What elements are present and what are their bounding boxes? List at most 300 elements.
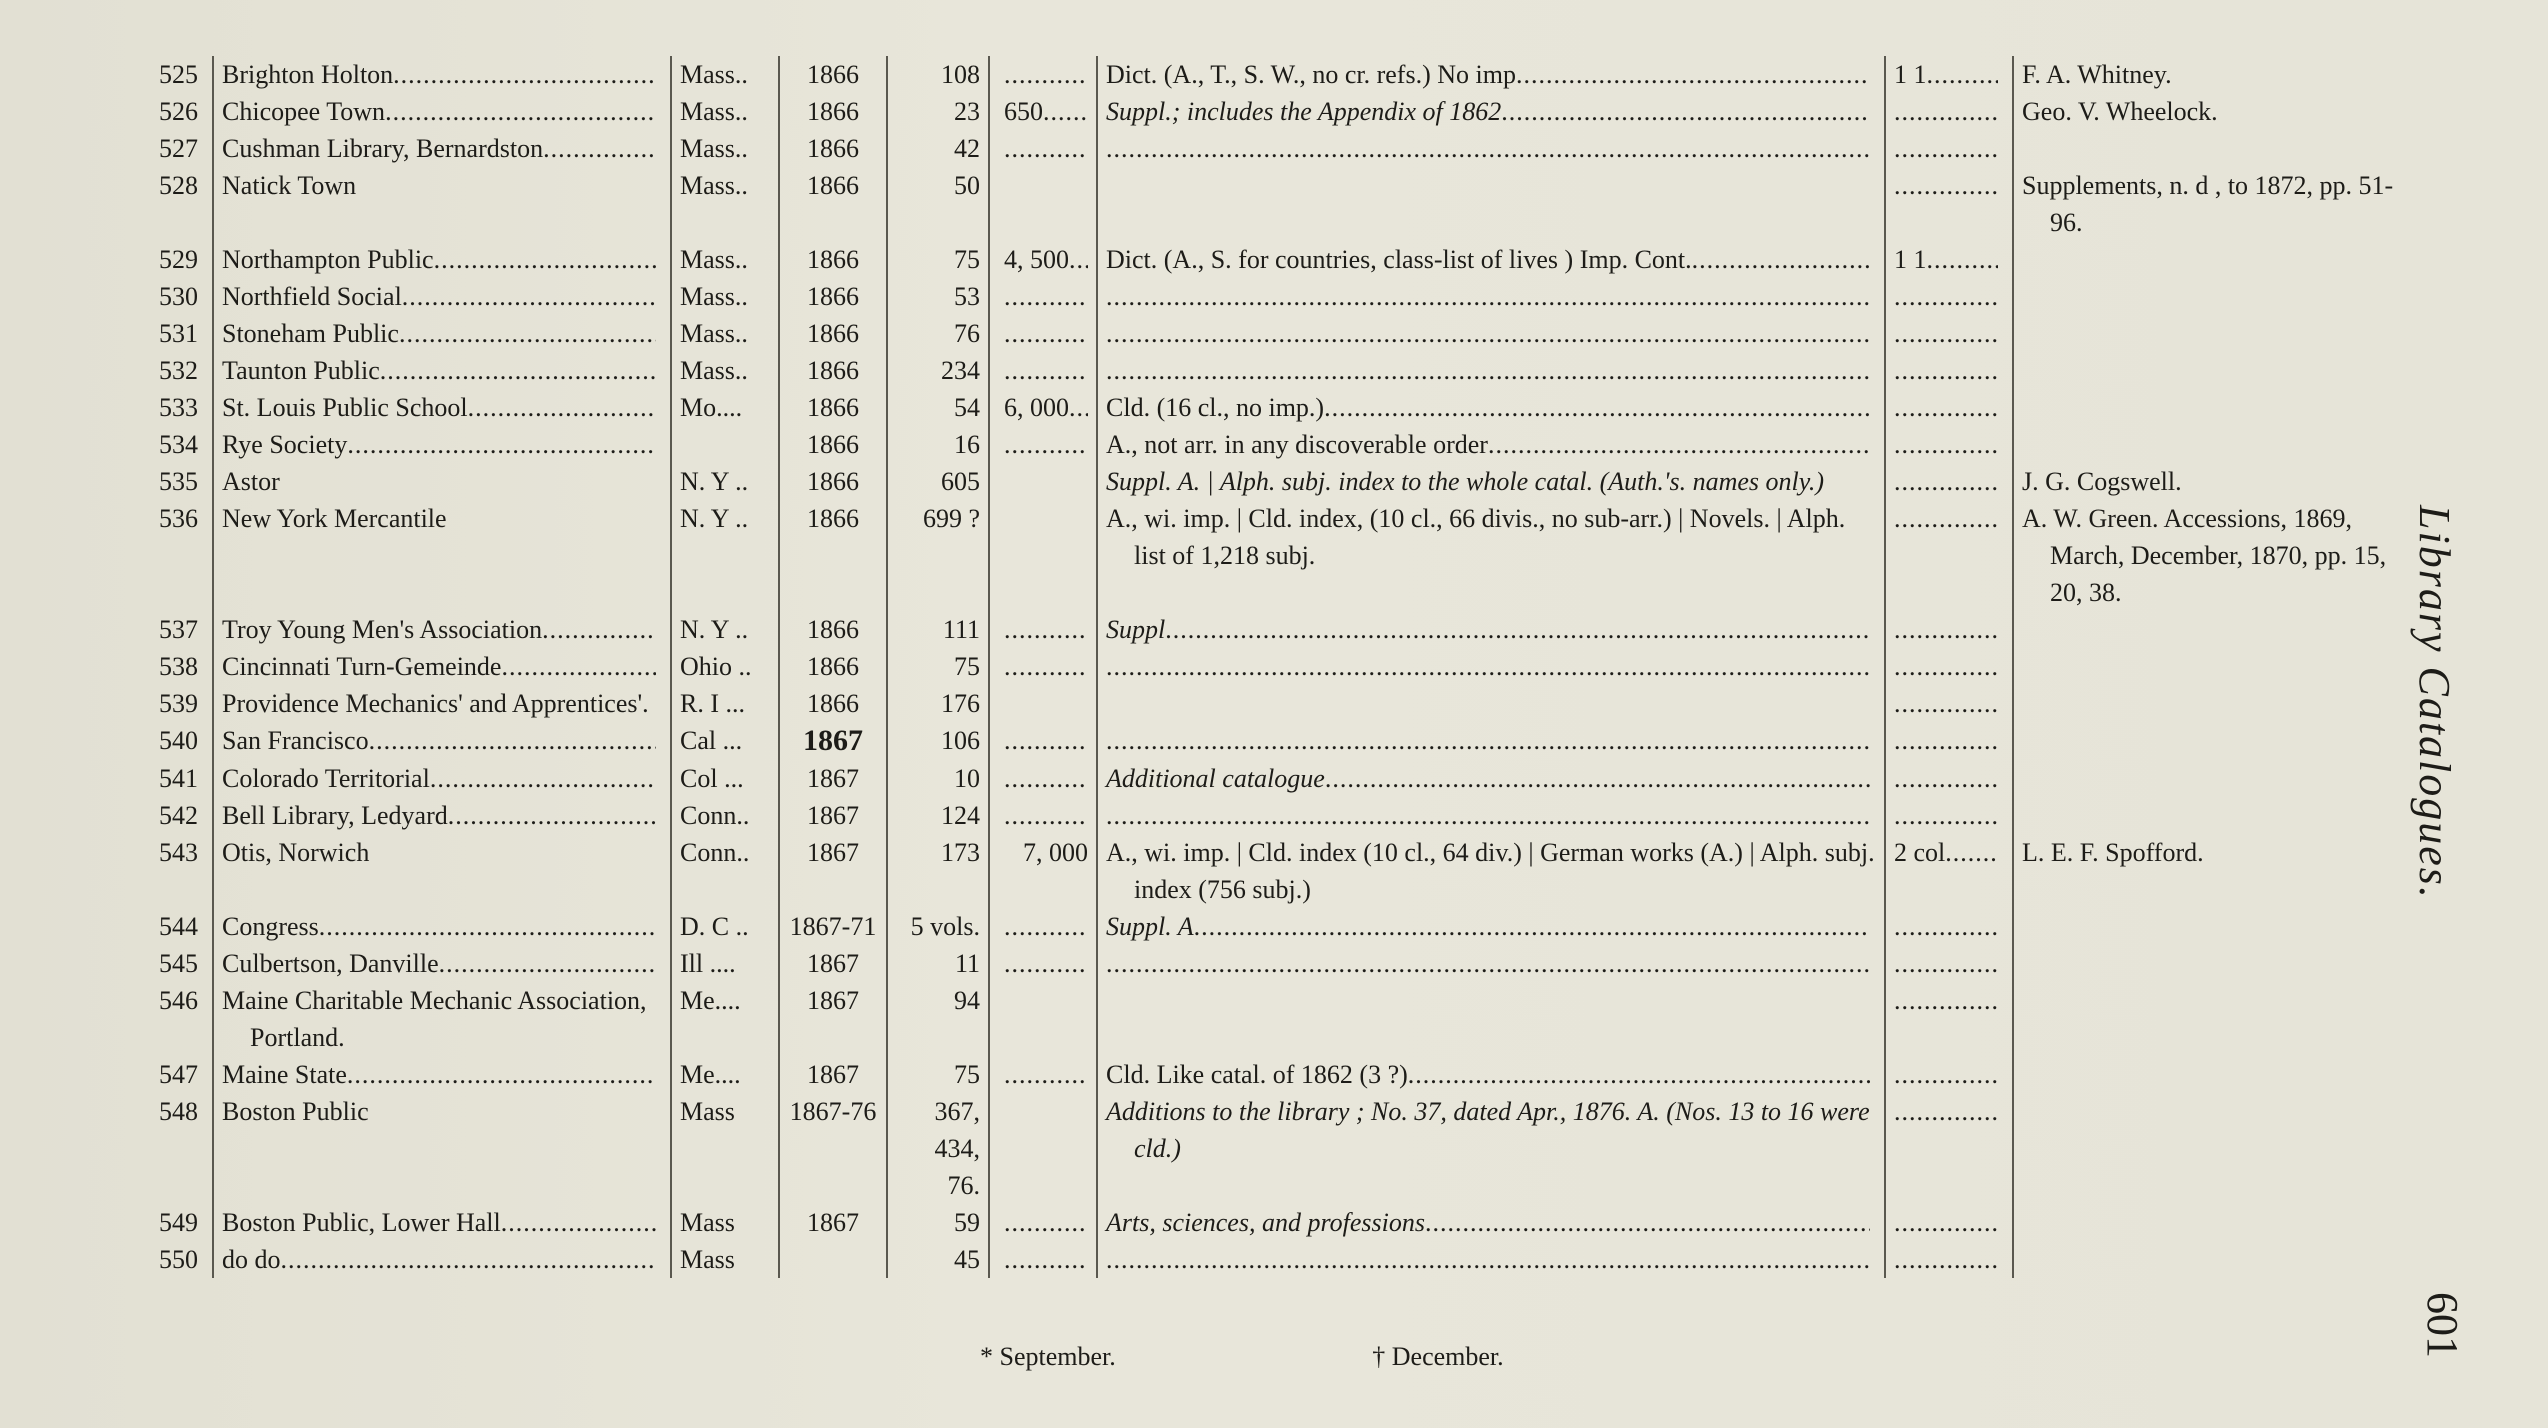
- library-name-text: Congress: [222, 912, 319, 941]
- cell-pages: [887, 611, 989, 648]
- leader-dots: [1004, 945, 1088, 982]
- cell-size: [1885, 130, 2013, 167]
- cell-size: [1885, 982, 2013, 1056]
- cell-description: [1097, 1204, 1885, 1241]
- leader-dots: [385, 93, 656, 130]
- cell-row-number: [130, 908, 213, 945]
- cell-row-number: [130, 797, 213, 834]
- compiler-notes-text: L. E. F. Spofford.: [2022, 838, 2204, 867]
- leader-dots: [1894, 760, 1998, 797]
- cell-row-number: [130, 1204, 213, 1241]
- leader-dots: [1692, 241, 1870, 278]
- cell-size: [1885, 463, 2013, 500]
- cell-pages: [887, 93, 989, 130]
- library-name-text: San Francisco: [222, 726, 369, 755]
- cell-year: [779, 56, 887, 93]
- cell-pages: [887, 648, 989, 685]
- cell-description: [1097, 945, 1885, 982]
- leader-dots: [1004, 426, 1088, 463]
- table-row: [130, 1241, 2430, 1278]
- table-row: [130, 1093, 2430, 1204]
- leader-dots: [1004, 130, 1088, 167]
- cell-size: [1885, 389, 2013, 426]
- year-text: 1867: [807, 838, 859, 867]
- table-row: [130, 722, 2430, 760]
- leader-dots: [1894, 685, 1998, 722]
- leader-dots: [1894, 315, 1998, 352]
- description-text: Suppl. A: [1106, 912, 1194, 941]
- description-text: Dict. (A., S. for countries, class-list of lives ) Imp. Cont.: [1106, 245, 1692, 274]
- cell-state: [671, 167, 779, 241]
- leader-dots: [1894, 945, 1998, 982]
- cell-year: [779, 167, 887, 241]
- cell-state: [671, 611, 779, 648]
- cell-library-name: [213, 648, 671, 685]
- leader-dots: [1069, 241, 1088, 278]
- row-number-text: 546: [159, 986, 198, 1015]
- state-text: Mo....: [680, 393, 743, 422]
- cell-library-name: [213, 1241, 671, 1278]
- cell-compiler-notes: [2013, 685, 2430, 722]
- library-name-text: do do: [222, 1245, 281, 1274]
- leader-dots: [1165, 611, 1870, 648]
- volumes-text: 7, 000: [1023, 838, 1088, 867]
- cell-pages: [887, 834, 989, 908]
- library-name-text: Boston Public: [222, 1097, 369, 1126]
- cell-size: [1885, 278, 2013, 315]
- pages-text: 124: [941, 801, 980, 830]
- library-name-text: Taunton Public: [222, 356, 380, 385]
- leader-dots: [1004, 1204, 1088, 1241]
- leader-dots: [1106, 797, 1870, 834]
- pages-text: 699 ?: [922, 504, 980, 533]
- cell-compiler-notes: [2013, 352, 2430, 389]
- cell-row-number: [130, 834, 213, 908]
- cell-size: [1885, 1241, 2013, 1278]
- cell-volumes: [989, 685, 1097, 722]
- year-text: 1867: [807, 801, 859, 830]
- cell-library-name: [213, 167, 671, 241]
- cell-library-name: [213, 426, 671, 463]
- year-text: 1866: [807, 171, 859, 200]
- leader-dots: [1894, 500, 1998, 537]
- cell-library-name: [213, 834, 671, 908]
- row-number-text: 532: [159, 356, 198, 385]
- leader-dots: [319, 908, 656, 945]
- pages-text: 108: [941, 60, 980, 89]
- compiler-notes-text: Geo. V. Wheelock.: [2022, 97, 2218, 126]
- cell-state: [671, 278, 779, 315]
- description-text: Arts, sciences, and professions: [1106, 1208, 1425, 1237]
- cell-description: [1097, 611, 1885, 648]
- cell-size: [1885, 352, 2013, 389]
- cell-volumes: [989, 1093, 1097, 1204]
- cell-size: [1885, 648, 2013, 685]
- year-text: 1866: [807, 245, 859, 274]
- cell-library-name: [213, 760, 671, 797]
- cell-size: [1885, 1056, 2013, 1093]
- leader-dots: [1894, 1241, 1998, 1278]
- cell-row-number: [130, 648, 213, 685]
- row-number-text: 548: [159, 1097, 198, 1126]
- footnote-september: * September.: [980, 1342, 1116, 1371]
- pages-text: 94: [954, 986, 980, 1015]
- cell-pages: [887, 722, 989, 760]
- leader-dots: [1004, 278, 1088, 315]
- compiler-notes-text: F. A. Whitney.: [2022, 60, 2172, 89]
- cell-description: [1097, 241, 1885, 278]
- cell-library-name: [213, 315, 671, 352]
- row-number-text: 528: [159, 171, 198, 200]
- cell-library-name: [213, 352, 671, 389]
- pages-text: 234: [941, 356, 980, 385]
- cell-compiler-notes: [2013, 611, 2430, 648]
- leader-dots: [1927, 56, 1998, 93]
- cell-pages: [887, 352, 989, 389]
- cell-state: [671, 685, 779, 722]
- cell-volumes: [989, 167, 1097, 241]
- description-text: Suppl. A. | Alph. subj. index to the whole catal. (Auth.'s. names only.): [1106, 467, 1825, 496]
- leader-dots: [1894, 1056, 1998, 1093]
- cell-description: [1097, 797, 1885, 834]
- cell-library-name: [213, 278, 671, 315]
- cell-description: [1097, 93, 1885, 130]
- year-text: 1866: [807, 60, 859, 89]
- leader-dots: [1894, 1204, 1998, 1241]
- leader-dots: [1004, 315, 1088, 352]
- table-row: [130, 797, 2430, 834]
- cell-size: [1885, 167, 2013, 241]
- leader-dots: [468, 389, 656, 426]
- leader-dots: [1106, 278, 1870, 315]
- cell-size: [1885, 56, 2013, 93]
- cell-state: [671, 834, 779, 908]
- leader-dots: [1894, 93, 1998, 130]
- cell-size: [1885, 722, 2013, 760]
- leader-dots: [369, 722, 656, 759]
- description-text: Suppl.; includes the Appendix of 1862: [1106, 97, 1502, 126]
- leader-dots: [1004, 760, 1088, 797]
- library-name-text: Culbertson, Danville: [222, 949, 439, 978]
- row-number-text: 531: [159, 319, 198, 348]
- year-text: 1867: [807, 986, 859, 1015]
- leader-dots: [347, 1056, 656, 1093]
- cell-row-number: [130, 56, 213, 93]
- pages-text: 111: [942, 615, 980, 644]
- library-name-text: Colorado Territorial: [222, 764, 430, 793]
- row-number-text: 535: [159, 467, 198, 496]
- cell-year: [779, 426, 887, 463]
- state-text: Mass..: [680, 171, 748, 200]
- leader-dots: [1894, 167, 1998, 204]
- cell-year: [779, 315, 887, 352]
- library-name-text: Brighton Holton: [222, 60, 394, 89]
- cell-compiler-notes: [2013, 945, 2430, 982]
- catalogue-table: [130, 56, 2430, 1278]
- library-name-text: Northfield Social: [222, 282, 402, 311]
- library-name-text: Natick Town: [222, 171, 357, 200]
- state-text: Conn..: [680, 838, 750, 867]
- library-name-text: Chicopee Town: [222, 97, 386, 126]
- leader-dots: [1106, 722, 1870, 759]
- cell-size: [1885, 1204, 2013, 1241]
- size-text: 2 col: [1894, 838, 1946, 867]
- leader-dots: [1894, 908, 1998, 945]
- cell-pages: [887, 241, 989, 278]
- library-name-text: Cushman Library, Bernardston: [222, 134, 544, 163]
- cell-library-name: [213, 130, 671, 167]
- leader-dots: [1106, 352, 1870, 389]
- table-row: [130, 500, 2430, 611]
- cell-size: [1885, 685, 2013, 722]
- cell-description: [1097, 1093, 1885, 1204]
- library-name-text: New York Mercantile: [222, 504, 447, 533]
- pages-text: 173: [941, 838, 980, 867]
- leader-dots: [393, 56, 656, 93]
- cell-compiler-notes: [2013, 278, 2430, 315]
- cell-description: [1097, 500, 1885, 611]
- cell-compiler-notes: [2013, 722, 2430, 760]
- year-text: 1866: [807, 356, 859, 385]
- cell-year: [779, 908, 887, 945]
- cell-volumes: [989, 834, 1097, 908]
- cell-volumes: [989, 611, 1097, 648]
- row-number-text: 536: [159, 504, 198, 533]
- row-number-text: 539: [159, 689, 198, 718]
- cell-state: [671, 945, 779, 982]
- row-number-text: 538: [159, 652, 198, 681]
- cell-row-number: [130, 1093, 213, 1204]
- state-text: Mass: [680, 1208, 735, 1237]
- row-number-text: 549: [159, 1208, 198, 1237]
- row-number-text: 544: [159, 912, 198, 941]
- cell-description: [1097, 685, 1885, 722]
- cell-row-number: [130, 463, 213, 500]
- cell-year: [779, 352, 887, 389]
- year-text: 1866: [807, 504, 859, 533]
- state-text: N. Y ..: [680, 467, 749, 496]
- row-number-text: 530: [159, 282, 198, 311]
- cell-pages: [887, 500, 989, 611]
- cell-size: [1885, 797, 2013, 834]
- cell-year: [779, 945, 887, 982]
- pages-text: 605: [941, 467, 980, 496]
- leader-dots: [281, 1241, 656, 1278]
- leader-dots: [448, 797, 656, 834]
- cell-volumes: [989, 389, 1097, 426]
- cell-description: [1097, 130, 1885, 167]
- leader-dots: [1106, 315, 1870, 352]
- cell-description: [1097, 315, 1885, 352]
- leader-dots: [1106, 648, 1870, 685]
- library-name-text: Troy Young Men's Association: [222, 615, 543, 644]
- cell-description: [1097, 167, 1885, 241]
- cell-volumes: [989, 722, 1097, 760]
- state-text: Mass..: [680, 319, 748, 348]
- cell-state: [671, 389, 779, 426]
- cell-year: [779, 1093, 887, 1204]
- cell-pages: [887, 760, 989, 797]
- table-row: [130, 648, 2430, 685]
- row-number-text: 534: [159, 430, 198, 459]
- cell-pages: [887, 1241, 989, 1278]
- pages-text: 54: [954, 393, 980, 422]
- leader-dots: [501, 1204, 656, 1241]
- state-text: Mass..: [680, 60, 748, 89]
- cell-library-name: [213, 1204, 671, 1241]
- cell-pages: [887, 1204, 989, 1241]
- pages-text: 11: [954, 949, 980, 978]
- cell-library-name: [213, 1056, 671, 1093]
- cell-row-number: [130, 130, 213, 167]
- cell-library-name: [213, 722, 671, 760]
- table-row: [130, 685, 2430, 722]
- year-text: 1866: [807, 393, 859, 422]
- cell-pages: [887, 167, 989, 241]
- row-number-text: 541: [159, 764, 198, 793]
- cell-size: [1885, 93, 2013, 130]
- cell-library-name: [213, 93, 671, 130]
- cell-state: [671, 1093, 779, 1204]
- size-text: 1 1: [1894, 245, 1927, 274]
- pages-text: 176: [941, 689, 980, 718]
- library-name-text: Stoneham Public: [222, 319, 399, 348]
- compiler-notes-text: J. G. Cogswell.: [2022, 467, 2182, 496]
- year-text: 1866: [807, 97, 859, 126]
- leader-dots: [1324, 389, 1870, 426]
- leader-dots: [1004, 1241, 1088, 1278]
- table-row: [130, 611, 2430, 648]
- leader-dots: [1004, 908, 1088, 945]
- leader-dots: [1894, 426, 1998, 463]
- leader-dots: [1894, 648, 1998, 685]
- table-row: [130, 945, 2430, 982]
- cell-year: [779, 389, 887, 426]
- cell-compiler-notes: [2013, 982, 2430, 1056]
- leader-dots: [1894, 611, 1998, 648]
- cell-row-number: [130, 278, 213, 315]
- description-text: A., wi. imp. | Cld. index, (10 cl., 66 divis., no sub-arr.) | Novels. | Alph. list of 1,218 subj.: [1106, 504, 1846, 570]
- year-text: 1867: [807, 1060, 859, 1089]
- state-text: Mass..: [680, 134, 748, 163]
- leader-dots: [1425, 1204, 1870, 1241]
- cell-description: [1097, 982, 1885, 1056]
- size-text: 1 1: [1894, 60, 1927, 89]
- row-number-text: 533: [159, 393, 198, 422]
- table-row: [130, 167, 2430, 241]
- year-text: 1867: [807, 949, 859, 978]
- table-row: [130, 463, 2430, 500]
- cell-year: [779, 278, 887, 315]
- cell-description: [1097, 278, 1885, 315]
- cell-state: [671, 241, 779, 278]
- library-name-text: Maine State: [222, 1060, 347, 1089]
- cell-year: [779, 1056, 887, 1093]
- leader-dots: [1894, 389, 1998, 426]
- cell-state: [671, 93, 779, 130]
- leader-dots: [1194, 908, 1870, 945]
- cell-year: [779, 722, 887, 760]
- leader-dots: [1004, 611, 1088, 648]
- cell-compiler-notes: [2013, 167, 2430, 241]
- row-number-text: 545: [159, 949, 198, 978]
- cell-pages: [887, 426, 989, 463]
- cell-compiler-notes: [2013, 93, 2430, 130]
- cell-description: [1097, 908, 1885, 945]
- state-text: R. I ...: [680, 689, 745, 718]
- year-text: 1866: [807, 282, 859, 311]
- cell-state: [671, 426, 779, 463]
- table-row: [130, 352, 2430, 389]
- description-text: Cld. (16 cl., no imp.): [1106, 393, 1325, 422]
- cell-library-name: [213, 797, 671, 834]
- year-text: 1866: [807, 689, 859, 718]
- cell-row-number: [130, 760, 213, 797]
- cell-volumes: [989, 648, 1097, 685]
- cell-row-number: [130, 167, 213, 241]
- cell-year: [779, 834, 887, 908]
- cell-description: [1097, 352, 1885, 389]
- leader-dots: [1894, 278, 1998, 315]
- cell-library-name: [213, 1093, 671, 1204]
- leader-dots: [1894, 797, 1998, 834]
- row-number-text: 547: [159, 1060, 198, 1089]
- library-name-text: Astor: [222, 467, 280, 496]
- pages-text: 5 vols.: [910, 912, 980, 941]
- cell-pages: [887, 1093, 989, 1204]
- cell-compiler-notes: [2013, 130, 2430, 167]
- pages-text: 367, 434, 76.: [934, 1097, 980, 1200]
- cell-volumes: [989, 945, 1097, 982]
- leader-dots: [1043, 93, 1088, 130]
- table-row: [130, 278, 2430, 315]
- row-number-text: 529: [159, 245, 198, 274]
- pages-text: 53: [954, 282, 980, 311]
- cell-pages: [887, 389, 989, 426]
- running-title: Library Catalogues.: [2410, 505, 2459, 900]
- description-text: Suppl: [1106, 615, 1166, 644]
- cell-pages: [887, 945, 989, 982]
- cell-state: [671, 982, 779, 1056]
- year-text: 1866: [807, 615, 859, 644]
- description-text: A., wi. imp. | Cld. index (10 cl., 64 div.) | German works (A.) | Alph. subj. index (756 subj.): [1106, 838, 1875, 904]
- cell-state: [671, 1241, 779, 1278]
- cell-compiler-notes: [2013, 760, 2430, 797]
- leader-dots: [1004, 797, 1088, 834]
- pages-text: 106: [941, 726, 980, 755]
- cell-state: [671, 1056, 779, 1093]
- cell-library-name: [213, 982, 671, 1056]
- cell-state: [671, 797, 779, 834]
- cell-description: [1097, 834, 1885, 908]
- year-text: 1867: [807, 1208, 859, 1237]
- cell-pages: [887, 908, 989, 945]
- state-text: Ohio ..: [680, 652, 752, 681]
- state-text: Mass..: [680, 97, 748, 126]
- state-text: Mass: [680, 1097, 735, 1126]
- table-row: [130, 1204, 2430, 1241]
- cell-state: [671, 315, 779, 352]
- cell-row-number: [130, 93, 213, 130]
- year-text: 1866: [807, 652, 859, 681]
- description-text: A., not arr. in any discoverable order: [1106, 430, 1488, 459]
- cell-size: [1885, 241, 2013, 278]
- state-text: Mass..: [680, 356, 748, 385]
- cell-size: [1885, 500, 2013, 611]
- row-number-text: 550: [159, 1245, 198, 1274]
- cell-compiler-notes: [2013, 500, 2430, 611]
- cell-size: [1885, 945, 2013, 982]
